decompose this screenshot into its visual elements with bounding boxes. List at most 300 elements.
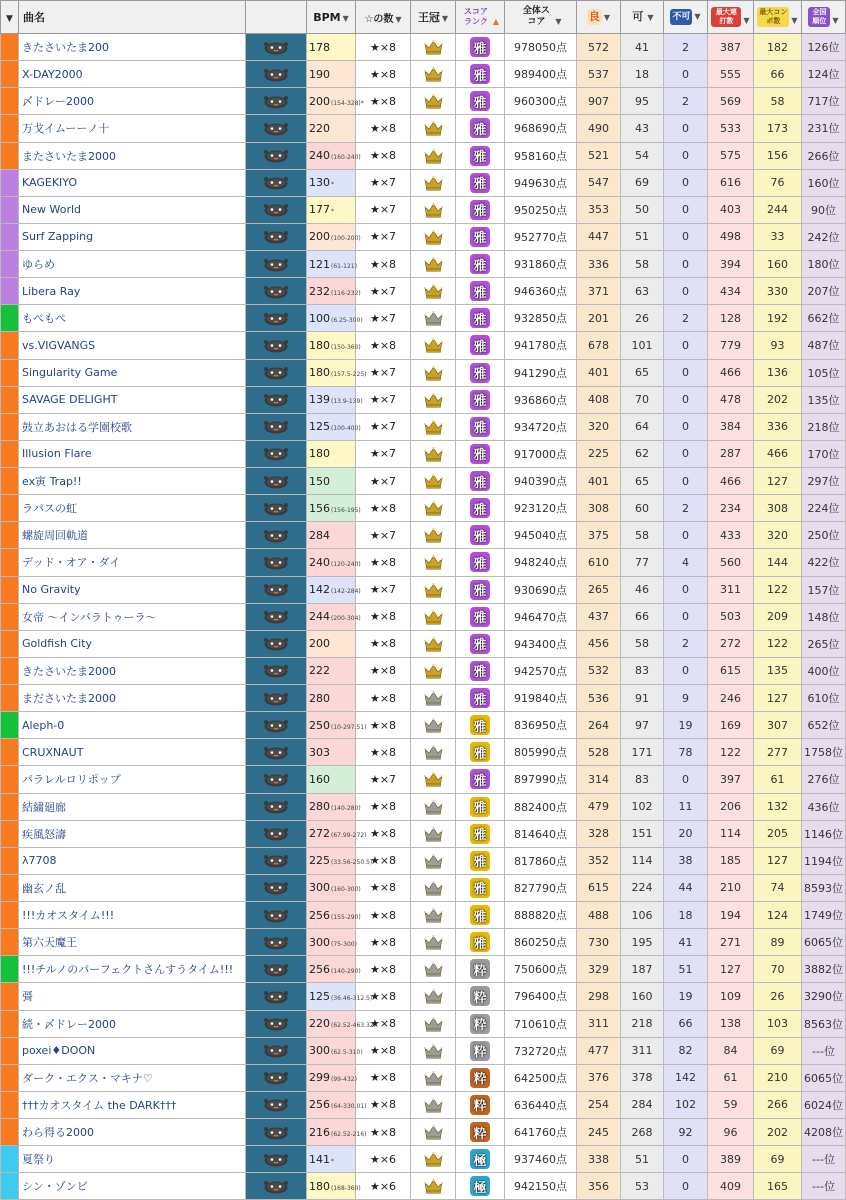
song-name-cell[interactable]: Illusion Flare — [19, 440, 246, 467]
ok-count-cell: 311 — [621, 1037, 664, 1064]
song-name-cell[interactable]: 続・〆ドレー2000 — [19, 1010, 246, 1037]
national-rank-cell: 1758位 — [802, 739, 846, 766]
song-name-cell[interactable]: CRUXNAUT — [19, 739, 246, 766]
silver-crown-icon — [423, 988, 444, 1004]
icon-cell — [246, 1037, 307, 1064]
sort-down-icon[interactable]: ▼ — [342, 13, 349, 23]
song-name-cell[interactable]: !!!カオスタイム!!! — [19, 902, 246, 929]
crown-cell — [411, 902, 456, 929]
gold-crown-icon — [423, 771, 444, 787]
score-cell: 882400点 — [505, 793, 577, 820]
max-drumroll-cell: 389 — [708, 1146, 754, 1173]
score-rank-cell — [456, 386, 505, 413]
don-chan-icon — [263, 826, 289, 841]
good-count-cell: 298 — [577, 983, 621, 1010]
bpm-range: * — [331, 208, 334, 216]
crown-column-header[interactable] — [411, 1, 456, 34]
score-rank-badge: 雅 — [470, 851, 490, 871]
bad-count-cell: 44 — [664, 874, 708, 901]
max-combo-cell: 192 — [754, 305, 802, 332]
icon-cell — [246, 766, 307, 793]
score-cell: 805990点 — [505, 739, 577, 766]
good-count-cell: 528 — [577, 739, 621, 766]
max-drumroll-cell: 127 — [708, 956, 754, 983]
song-name-cell[interactable]: 彁 — [19, 983, 246, 1010]
song-name-cell[interactable]: ex寅 Trap!! — [19, 468, 246, 495]
bpm-value: 222 — [309, 664, 330, 678]
don-chan-icon — [263, 962, 289, 977]
song-name-cell[interactable]: X-DAY2000 — [19, 61, 246, 88]
bpm-cell — [307, 685, 356, 712]
crown-cell — [411, 1173, 456, 1200]
star-count-cell: ★×8 — [356, 115, 411, 142]
song-name-cell[interactable]: シン・ゾンビ — [19, 1173, 246, 1200]
sort-down-icon[interactable]: ▼ — [555, 17, 562, 26]
score-rank-cell — [456, 630, 505, 657]
star-count-cell: ★×8 — [356, 1010, 411, 1037]
ok-count-cell: 64 — [621, 413, 664, 440]
star-count-cell: ★×6 — [356, 1173, 411, 1200]
bpm-cell — [307, 34, 356, 61]
difficulty-color-cell — [1, 820, 19, 847]
bpm-value: 160 — [309, 772, 330, 786]
score-rank-cell — [456, 440, 505, 467]
song-name-cell[interactable]: Singularity Game — [19, 359, 246, 386]
don-chan-icon — [263, 175, 289, 190]
combo-column-header[interactable] — [754, 1, 802, 34]
max-drumroll-cell: 128 — [708, 305, 754, 332]
bpm-cell — [307, 766, 356, 793]
song-name-cell[interactable]: Surf Zapping — [19, 223, 246, 250]
icon-cell — [246, 142, 307, 169]
name-column-header[interactable] — [19, 1, 246, 34]
song-name-cell[interactable]: †††カオスタイム the DARK††† — [19, 1091, 246, 1118]
icon-cell — [246, 332, 307, 359]
bpm-value: 240 — [309, 149, 330, 163]
song-name-cell[interactable]: 幽玄ノ乱 — [19, 874, 246, 901]
bpm-value: 180 — [309, 366, 330, 380]
good-count-cell: 201 — [577, 305, 621, 332]
difficulty-color-cell — [1, 468, 19, 495]
difficulty-color-cell — [1, 793, 19, 820]
bpm-value: 190 — [309, 67, 330, 81]
difficulty-color-cell — [1, 522, 19, 549]
song-name-cell[interactable]: きたさいたま200 — [19, 34, 246, 61]
star-count-cell: ★×8 — [356, 739, 411, 766]
star-count-cell: ★×8 — [356, 630, 411, 657]
score-rank-cell — [456, 902, 505, 929]
song-name-cell[interactable]: New World — [19, 196, 246, 223]
don-chan-icon — [263, 229, 289, 244]
don-chan-icon — [263, 202, 289, 217]
max-combo-cell: 182 — [754, 34, 802, 61]
sort-down-icon[interactable]: ▼ — [743, 16, 750, 25]
select-column-header[interactable] — [1, 1, 19, 34]
bpm-value: 303 — [309, 745, 330, 759]
max-combo-cell: 135 — [754, 657, 802, 684]
bpm-cell — [307, 142, 361, 169]
difficulty-color-cell — [1, 169, 19, 196]
ryo-header-label: 良 — [588, 10, 600, 23]
score-rank-badge: 雅 — [470, 308, 490, 328]
table-row — [1, 1146, 846, 1173]
place-header-label: 全国順位 — [808, 7, 830, 27]
gold-crown-icon — [423, 446, 444, 462]
combo-header-label: 最大コンボ数 — [759, 8, 788, 25]
max-combo-cell: 160 — [754, 251, 802, 278]
max-combo-cell: 124 — [754, 902, 802, 929]
max-drumroll-cell: 466 — [708, 359, 754, 386]
bad-count-cell: 4 — [664, 549, 708, 576]
ok-count-cell: 53 — [621, 1173, 664, 1200]
max-drumroll-cell: 615 — [708, 657, 754, 684]
difficulty-color-cell — [1, 223, 19, 250]
song-name-cell[interactable]: No Gravity — [19, 576, 246, 603]
max-combo-cell: 244 — [754, 196, 802, 223]
national-rank-cell: 276位 — [802, 766, 846, 793]
icon-cell — [246, 1173, 307, 1200]
table-row — [1, 576, 846, 603]
national-rank-cell: 180位 — [802, 251, 846, 278]
song-name-cell[interactable]: 鼓立あおはる学園校歌 — [19, 413, 246, 440]
song-name-cell[interactable]: もぺもぺ — [19, 305, 246, 332]
star-count-cell: ★×7 — [356, 522, 411, 549]
bpm-value: 200 — [309, 94, 330, 108]
song-name-cell[interactable]: 結繍廻廊 — [19, 793, 246, 820]
ok-count-cell: 26 — [621, 305, 664, 332]
bpm-cell — [307, 468, 356, 495]
score-cell: 936860点 — [505, 386, 577, 413]
table-row — [1, 413, 846, 440]
bpm-cell — [307, 657, 356, 684]
national-rank-cell: 3290位 — [802, 983, 846, 1010]
table-row — [1, 1119, 846, 1146]
score-cell: 642500点 — [505, 1064, 577, 1091]
max-combo-cell: 61 — [754, 766, 802, 793]
song-name-cell[interactable]: まださいたま2000 — [19, 685, 246, 712]
good-count-cell: 521 — [577, 142, 621, 169]
icon-cell — [246, 522, 307, 549]
song-name-cell[interactable]: vs.VIGVANGS — [19, 332, 246, 359]
national-rank-cell: 124位 — [802, 61, 846, 88]
song-name-cell[interactable]: 夏祭り — [19, 1146, 246, 1173]
score-cell: 710610点 — [505, 1010, 577, 1037]
star-count-cell: ★×8 — [356, 549, 411, 576]
good-count-cell: 730 — [577, 929, 621, 956]
ryo-column-header[interactable] — [577, 1, 621, 34]
table-row — [1, 440, 846, 467]
gold-crown-icon — [423, 66, 444, 82]
bad-count-cell: 0 — [664, 142, 708, 169]
song-name-cell[interactable]: 第六天魔王 — [19, 929, 246, 956]
difficulty-color-cell — [1, 359, 19, 386]
bpm-value: 180 — [309, 338, 330, 352]
difficulty-color-cell — [1, 61, 19, 88]
renda-column-header[interactable] — [708, 1, 754, 34]
stars-column-header[interactable] — [356, 1, 411, 34]
song-name-cell[interactable]: Libera Ray — [19, 278, 246, 305]
difficulty-color-cell — [1, 115, 19, 142]
icon-cell — [246, 88, 307, 115]
good-count-cell: 537 — [577, 61, 621, 88]
score-rank-badge: 粋 — [470, 1068, 490, 1088]
max-drumroll-cell: 210 — [708, 874, 754, 901]
song-name-cell[interactable]: poxei♦DOON — [19, 1037, 246, 1064]
max-drumroll-cell: 59 — [708, 1091, 754, 1118]
bad-count-cell: 142 — [664, 1064, 708, 1091]
national-rank-cell: 6024位 — [802, 1091, 846, 1118]
national-rank-cell: 1749位 — [802, 902, 846, 929]
song-name-cell[interactable]: 疾風怒濤 — [19, 820, 246, 847]
good-count-cell: 456 — [577, 630, 621, 657]
difficulty-color-cell — [1, 1146, 19, 1173]
max-drumroll-cell: 555 — [708, 61, 754, 88]
don-chan-icon — [263, 935, 289, 950]
icon-cell — [246, 793, 307, 820]
song-name-cell[interactable]: KAGEKIYO — [19, 169, 246, 196]
difficulty-color-cell — [1, 332, 19, 359]
silver-crown-icon — [423, 744, 444, 760]
bad-count-cell: 41 — [664, 929, 708, 956]
score-rank-badge: 雅 — [470, 525, 490, 545]
ok-count-cell: 83 — [621, 657, 664, 684]
star-count-cell: ★×7 — [356, 576, 411, 603]
max-combo-cell: 127 — [754, 847, 802, 874]
bpm-value: 225 — [309, 854, 330, 868]
good-count-cell: 401 — [577, 359, 621, 386]
sort-down-icon[interactable]: ▼ — [441, 14, 449, 23]
bpm-value: 200 — [309, 230, 330, 244]
good-count-cell: 353 — [577, 196, 621, 223]
score-rank-cell — [456, 1091, 505, 1118]
max-combo-cell: 122 — [754, 630, 802, 657]
bpm-value: 180 — [309, 1179, 330, 1193]
sort-down-icon[interactable]: ▼ — [694, 12, 701, 21]
score-rank-cell — [456, 223, 505, 250]
table-row — [1, 115, 846, 142]
bad-count-cell: 0 — [664, 1146, 708, 1173]
gold-crown-icon — [423, 1178, 444, 1194]
max-combo-cell: 76 — [754, 169, 802, 196]
score-cell: 950250点 — [505, 196, 577, 223]
bad-count-cell: 20 — [664, 820, 708, 847]
sort-down-icon[interactable]: ▼ — [832, 16, 839, 25]
score-cell: 958160点 — [505, 142, 577, 169]
good-count-cell: 245 — [577, 1119, 621, 1146]
don-chan-icon — [263, 718, 289, 733]
name-header-label: 曲名 — [23, 11, 45, 24]
good-count-cell: 264 — [577, 712, 621, 739]
gold-crown-icon — [423, 1151, 444, 1167]
crown-cell — [411, 169, 456, 196]
score-cell: 941290点 — [505, 359, 577, 386]
bpm-range: (140-280) — [331, 805, 361, 813]
national-rank-cell: ---位 — [802, 1146, 846, 1173]
icon-cell — [246, 196, 307, 223]
song-name-cell[interactable]: Aleph-0 — [19, 712, 246, 739]
table-row — [1, 332, 846, 359]
table-row — [1, 739, 846, 766]
table-row — [1, 169, 846, 196]
triangle-down-icon[interactable]: ▼ — [6, 13, 13, 24]
good-count-cell: 371 — [577, 278, 621, 305]
national-rank-cell: 1194位 — [802, 847, 846, 874]
bpm-value: 125 — [309, 420, 330, 434]
max-drumroll-cell: 311 — [708, 576, 754, 603]
star-count-cell: ★×8 — [356, 34, 411, 61]
don-chan-icon — [263, 365, 289, 380]
bpm-value: 121 — [309, 257, 330, 271]
bpm-range: (62.5-310) — [331, 1049, 363, 1057]
bpm-range: (160-240) — [331, 154, 361, 162]
national-rank-cell: ---位 — [802, 1173, 846, 1200]
bpm-value: 244 — [309, 610, 330, 624]
icon-cell — [246, 820, 307, 847]
song-name-cell[interactable]: Goldfish City — [19, 630, 246, 657]
song-name-cell[interactable]: わら得る2000 — [19, 1119, 246, 1146]
silver-crown-icon — [423, 717, 444, 733]
score-rank-cell — [456, 929, 505, 956]
bpm-value: 156 — [309, 501, 330, 515]
bpm-value: 300 — [309, 881, 330, 895]
song-name-cell[interactable]: ダーク・エクス・マキナ♡ — [19, 1064, 246, 1091]
crown-cell — [411, 413, 456, 440]
score-rank-badge: 雅 — [470, 688, 490, 708]
don-chan-icon — [263, 338, 289, 353]
icon-cell — [246, 630, 307, 657]
difficulty-color-cell — [1, 630, 19, 657]
score-rank-cell — [456, 685, 505, 712]
score-rank-badge: 雅 — [470, 471, 490, 491]
star-count-cell: ★×8 — [356, 983, 411, 1010]
table-row — [1, 820, 846, 847]
crown-cell — [411, 1064, 456, 1091]
good-count-cell: 437 — [577, 603, 621, 630]
song-name-cell[interactable]: またさいたま2000 — [19, 142, 246, 169]
table-row — [1, 196, 846, 223]
bad-count-cell: 19 — [664, 712, 708, 739]
don-chan-icon — [263, 284, 289, 299]
song-name-cell[interactable]: 〆ドレー2000 — [19, 88, 246, 115]
bpm-range: (100-200) — [331, 235, 361, 243]
icon-cell — [246, 657, 307, 684]
bpm-value: 220 — [309, 1017, 330, 1031]
bpm-column-header[interactable] — [307, 1, 356, 34]
gold-crown-icon — [423, 120, 444, 136]
sort-down-icon[interactable]: ▼ — [791, 16, 798, 25]
bad-count-cell: 2 — [664, 88, 708, 115]
max-drumroll-cell: 84 — [708, 1037, 754, 1064]
crown-cell — [411, 712, 456, 739]
don-chan-icon — [263, 257, 289, 272]
silver-crown-icon — [423, 880, 444, 896]
score-rank-badge: 雅 — [470, 64, 490, 84]
song-name-cell[interactable]: きたさいたま2000 — [19, 657, 246, 684]
sort-down-icon[interactable]: ▼ — [647, 13, 654, 22]
sort-down-icon[interactable]: ▼ — [603, 13, 611, 22]
bpm-value: 130 — [309, 176, 330, 190]
national-rank-cell: 610位 — [802, 685, 846, 712]
ok-count-cell: 151 — [621, 820, 664, 847]
score-cell: 641760点 — [505, 1119, 577, 1146]
sort-up-icon[interactable]: ▲ — [492, 17, 500, 26]
score-cell: 836950点 — [505, 712, 577, 739]
song-name-cell[interactable]: 万戈イムーーノ十 — [19, 115, 246, 142]
don-chan-icon — [263, 908, 289, 923]
bpm-cell — [307, 115, 356, 142]
bad-count-cell: 0 — [664, 278, 708, 305]
sort-down-icon[interactable]: ▼ — [395, 14, 402, 24]
crown-cell — [411, 142, 456, 169]
crown-cell — [411, 196, 456, 223]
score-column-header[interactable] — [505, 1, 577, 34]
place-column-header[interactable] — [802, 1, 846, 34]
ok-count-cell: 50 — [621, 196, 664, 223]
song-name-cell[interactable]: ラパスの虹 — [19, 495, 246, 522]
difficulty-color-cell — [1, 413, 19, 440]
crown-cell — [411, 522, 456, 549]
ok-count-cell: 60 — [621, 495, 664, 522]
gold-crown-icon — [423, 93, 444, 109]
good-count-cell: 479 — [577, 793, 621, 820]
renda-header-label: 最大連打数 — [711, 7, 741, 27]
song-name-cell[interactable]: パラレルロリポップ — [19, 766, 246, 793]
score-rank-badge: 雅 — [470, 634, 490, 654]
bpm-range: (116-232) — [331, 289, 361, 297]
difficulty-color-cell — [1, 1010, 19, 1037]
max-drumroll-cell: 194 — [708, 902, 754, 929]
ok-count-cell: 70 — [621, 386, 664, 413]
max-drumroll-cell: 560 — [708, 549, 754, 576]
don-chan-icon — [263, 446, 289, 461]
don-chan-icon — [263, 636, 289, 651]
good-count-cell: 547 — [577, 169, 621, 196]
bpm-cell — [307, 359, 367, 386]
score-cell: 949630点 — [505, 169, 577, 196]
crown-cell — [411, 657, 456, 684]
song-name-cell[interactable]: 螺旋周回軌道 — [19, 522, 246, 549]
national-rank-cell: 250位 — [802, 522, 846, 549]
national-rank-cell: 242位 — [802, 223, 846, 250]
fuka-column-header[interactable] — [664, 1, 708, 34]
difficulty-color-cell — [1, 305, 19, 332]
song-name-cell[interactable]: デッド・オア・ダイ — [19, 549, 246, 576]
max-combo-cell: 307 — [754, 712, 802, 739]
bpm-cell — [307, 1091, 367, 1118]
star-count-cell: ★×8 — [356, 685, 411, 712]
max-combo-cell: 209 — [754, 603, 802, 630]
score-rank-badge: 雅 — [470, 824, 490, 844]
difficulty-color-cell — [1, 196, 19, 223]
difficulty-color-cell — [1, 440, 19, 467]
song-name-cell[interactable]: λ7708 — [19, 847, 246, 874]
silver-crown-icon — [423, 1070, 444, 1086]
bpm-cell — [307, 223, 361, 250]
bad-count-cell: 38 — [664, 847, 708, 874]
table-row — [1, 1037, 846, 1064]
bad-count-cell: 102 — [664, 1091, 708, 1118]
score-cell: 860250点 — [505, 929, 577, 956]
song-name-cell[interactable]: 女帝 ～インバラトゥーラ～ — [19, 603, 246, 630]
ka-column-header[interactable] — [621, 1, 664, 34]
song-name-cell[interactable]: ゆらめ — [19, 251, 246, 278]
bpm-range: (168-360) — [331, 1184, 361, 1192]
rank-column-header[interactable] — [456, 1, 505, 34]
national-rank-cell: 266位 — [802, 142, 846, 169]
song-name-cell[interactable]: !!!チルノのパーフェクトさんすうタイム!!! — [19, 956, 246, 983]
song-name-cell[interactable]: SAVAGE DELIGHT — [19, 386, 246, 413]
don-chan-icon — [263, 1179, 289, 1194]
